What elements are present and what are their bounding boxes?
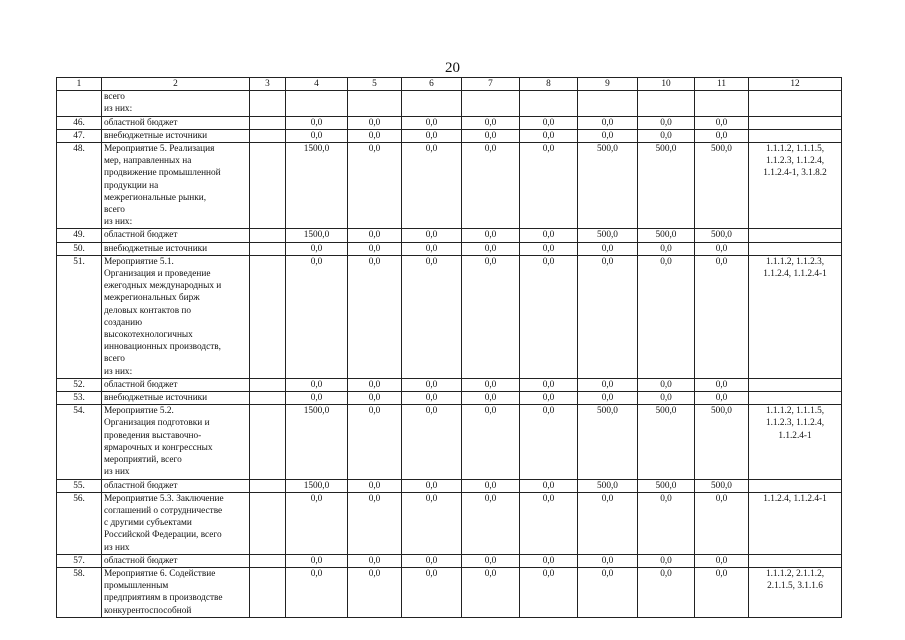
- value-cell: 0,0: [638, 378, 695, 391]
- indicator-codes-cell: [749, 378, 842, 391]
- indicator-codes-cell: 1.1.1.2, 1.1.2.3, 1.1.2.4, 1.1.2.4-1: [749, 255, 842, 378]
- column-3-cell: [250, 129, 286, 142]
- value-cell: 0,0: [695, 554, 749, 567]
- value-cell: 0,0: [286, 242, 348, 255]
- column-header: 9: [578, 78, 638, 91]
- value-cell: 0,0: [578, 492, 638, 554]
- row-name-cell: Мероприятие 5. Реализация мер, направленных на продвижение промышленной продукции на межрегиональные рынки, всего из них:: [102, 143, 250, 229]
- value-cell: 1500,0: [286, 143, 348, 229]
- table-row: [57, 129, 842, 142]
- value-cell: 0,0: [462, 554, 520, 567]
- value-cell: 0,0: [578, 242, 638, 255]
- column-3-cell: [250, 143, 286, 229]
- value-cell: 500,0: [638, 405, 695, 479]
- table-row: [57, 405, 842, 479]
- value-cell: 0,0: [286, 378, 348, 391]
- indicator-codes-cell: [749, 392, 842, 405]
- value-cell: 500,0: [578, 143, 638, 229]
- indicator-codes-cell: [749, 479, 842, 492]
- value-cell: 0,0: [348, 492, 402, 554]
- value-cell: 0,0: [695, 255, 749, 378]
- value-cell: 0,0: [286, 129, 348, 142]
- column-3-cell: [250, 492, 286, 554]
- value-cell: 500,0: [695, 229, 749, 242]
- value-cell: 1500,0: [286, 479, 348, 492]
- row-name-cell: Мероприятие 5.3. Заключение соглашений о сотрудничестве с другими субъектами Российской Федерации, всего из них: [102, 492, 250, 554]
- value-cell: 0,0: [520, 242, 578, 255]
- indicator-codes-cell: [749, 91, 842, 116]
- value-cell: 0,0: [348, 567, 402, 617]
- value-cell: 0,0: [520, 479, 578, 492]
- column-header: 3: [250, 78, 286, 91]
- value-cell: 0,0: [578, 378, 638, 391]
- row-name-cell: областной бюджет: [102, 378, 250, 391]
- indicator-codes-cell: [749, 129, 842, 142]
- column-3-cell: [250, 229, 286, 242]
- value-cell: 0,0: [695, 378, 749, 391]
- value-cell: 0,0: [462, 242, 520, 255]
- table-row: [57, 378, 842, 391]
- value-cell: [402, 91, 462, 116]
- value-cell: 0,0: [348, 554, 402, 567]
- value-cell: 0,0: [638, 392, 695, 405]
- column-header: 11: [695, 78, 749, 91]
- value-cell: 0,0: [638, 492, 695, 554]
- value-cell: 0,0: [520, 378, 578, 391]
- row-name-cell: Мероприятие 5.1. Организация и проведение ежегодных международных и межрегиональных бирж деловых контактов по созданию высокотехнологичных инновационных производств, всего из них:: [102, 255, 250, 378]
- indicator-codes-cell: 1.1.1.2, 1.1.1.5, 1.1.2.3, 1.1.2.4, 1.1.2.4-1: [749, 405, 842, 479]
- value-cell: 0,0: [348, 229, 402, 242]
- value-cell: 0,0: [348, 378, 402, 391]
- value-cell: 0,0: [520, 405, 578, 479]
- indicator-codes-cell: 1.1.1.2, 1.1.1.5, 1.1.2.3, 1.1.2.4, 1.1.2.4-1, 3.1.8.2: [749, 143, 842, 229]
- table-row: [57, 229, 842, 242]
- value-cell: 0,0: [348, 143, 402, 229]
- value-cell: [348, 91, 402, 116]
- column-header: 8: [520, 78, 578, 91]
- row-number-cell: 48.: [57, 143, 102, 229]
- row-number-cell: [57, 91, 102, 116]
- value-cell: 0,0: [402, 255, 462, 378]
- value-cell: 0,0: [402, 492, 462, 554]
- value-cell: 0,0: [402, 242, 462, 255]
- table-body: [57, 78, 842, 618]
- header-row: [57, 78, 842, 91]
- value-cell: 0,0: [402, 405, 462, 479]
- column-header: 4: [286, 78, 348, 91]
- value-cell: 0,0: [462, 229, 520, 242]
- column-3-cell: [250, 554, 286, 567]
- page-number: 20: [445, 60, 460, 76]
- value-cell: 0,0: [402, 554, 462, 567]
- table-row: [57, 255, 842, 378]
- value-cell: 0,0: [348, 129, 402, 142]
- column-3-cell: [250, 91, 286, 116]
- column-3-cell: [250, 242, 286, 255]
- value-cell: 0,0: [520, 143, 578, 229]
- value-cell: 0,0: [638, 129, 695, 142]
- row-number-cell: 50.: [57, 242, 102, 255]
- indicator-codes-cell: [749, 229, 842, 242]
- value-cell: [695, 91, 749, 116]
- column-3-cell: [250, 479, 286, 492]
- row-name-cell: Мероприятие 5.2. Организация подготовки и проведения выставочно- ярмарочных и конгрессных мероприятий, всего из них: [102, 405, 250, 479]
- value-cell: 0,0: [520, 554, 578, 567]
- row-number-cell: 49.: [57, 229, 102, 242]
- column-header: 5: [348, 78, 402, 91]
- value-cell: 500,0: [578, 405, 638, 479]
- table-row: [57, 554, 842, 567]
- row-name-cell: областной бюджет: [102, 554, 250, 567]
- column-3-cell: [250, 567, 286, 617]
- value-cell: 0,0: [348, 405, 402, 479]
- value-cell: [520, 91, 578, 116]
- value-cell: 500,0: [695, 143, 749, 229]
- row-name-cell: областной бюджет: [102, 479, 250, 492]
- column-header: 10: [638, 78, 695, 91]
- value-cell: 0,0: [695, 392, 749, 405]
- value-cell: 0,0: [462, 405, 520, 479]
- value-cell: 0,0: [286, 567, 348, 617]
- row-number-cell: 46.: [57, 116, 102, 129]
- table-row: [57, 91, 842, 116]
- value-cell: 0,0: [402, 479, 462, 492]
- table-row: [57, 392, 842, 405]
- value-cell: 0,0: [462, 479, 520, 492]
- value-cell: 0,0: [638, 255, 695, 378]
- value-cell: 0,0: [348, 479, 402, 492]
- value-cell: 0,0: [348, 116, 402, 129]
- value-cell: 0,0: [520, 492, 578, 554]
- indicator-codes-cell: 1.1.2.4, 1.1.2.4-1: [749, 492, 842, 554]
- value-cell: [462, 91, 520, 116]
- value-cell: [578, 91, 638, 116]
- column-3-cell: [250, 255, 286, 378]
- value-cell: 0,0: [520, 116, 578, 129]
- column-3-cell: [250, 392, 286, 405]
- row-number-cell: 58.: [57, 567, 102, 617]
- row-name-cell: внебюджетные источники: [102, 392, 250, 405]
- row-name-cell: внебюджетные источники: [102, 242, 250, 255]
- indicator-codes-cell: [749, 554, 842, 567]
- value-cell: 0,0: [578, 554, 638, 567]
- indicator-codes-cell: 1.1.1.2, 2.1.1.2, 2.1.1.5, 3.1.1.6: [749, 567, 842, 617]
- value-cell: 0,0: [638, 567, 695, 617]
- table-row: [57, 116, 842, 129]
- indicator-codes-cell: [749, 116, 842, 129]
- row-name-cell: областной бюджет: [102, 229, 250, 242]
- value-cell: 0,0: [462, 143, 520, 229]
- value-cell: 0,0: [520, 229, 578, 242]
- value-cell: 500,0: [695, 479, 749, 492]
- value-cell: 0,0: [695, 492, 749, 554]
- value-cell: 0,0: [638, 554, 695, 567]
- value-cell: 0,0: [520, 129, 578, 142]
- column-header: 7: [462, 78, 520, 91]
- value-cell: 0,0: [402, 392, 462, 405]
- value-cell: 0,0: [520, 255, 578, 378]
- value-cell: 0,0: [402, 567, 462, 617]
- row-number-cell: 57.: [57, 554, 102, 567]
- value-cell: 0,0: [286, 392, 348, 405]
- row-number-cell: 55.: [57, 479, 102, 492]
- value-cell: 0,0: [402, 116, 462, 129]
- value-cell: 0,0: [286, 255, 348, 378]
- value-cell: 0,0: [695, 242, 749, 255]
- value-cell: 500,0: [638, 143, 695, 229]
- value-cell: 0,0: [402, 378, 462, 391]
- table-row: [57, 242, 842, 255]
- value-cell: 0,0: [578, 392, 638, 405]
- value-cell: 0,0: [286, 554, 348, 567]
- value-cell: 0,0: [638, 116, 695, 129]
- row-number-cell: 51.: [57, 255, 102, 378]
- table-row: [57, 567, 842, 617]
- value-cell: 0,0: [348, 242, 402, 255]
- value-cell: 0,0: [462, 129, 520, 142]
- value-cell: 500,0: [695, 405, 749, 479]
- value-cell: [286, 91, 348, 116]
- column-3-cell: [250, 405, 286, 479]
- value-cell: 0,0: [348, 392, 402, 405]
- value-cell: 0,0: [462, 492, 520, 554]
- column-3-cell: [250, 116, 286, 129]
- value-cell: 500,0: [578, 229, 638, 242]
- value-cell: 0,0: [348, 255, 402, 378]
- column-header: 1: [57, 78, 102, 91]
- value-cell: 0,0: [578, 255, 638, 378]
- column-header: 2: [102, 78, 250, 91]
- value-cell: [638, 91, 695, 116]
- value-cell: 0,0: [462, 116, 520, 129]
- row-name-cell: Мероприятие 6. Содействие промышленным предприятиям в производстве конкурентоспособной: [102, 567, 250, 617]
- value-cell: 0,0: [520, 392, 578, 405]
- value-cell: 0,0: [286, 492, 348, 554]
- value-cell: 0,0: [402, 143, 462, 229]
- value-cell: 0,0: [462, 255, 520, 378]
- value-cell: 0,0: [402, 229, 462, 242]
- table-row: [57, 479, 842, 492]
- value-cell: 500,0: [638, 229, 695, 242]
- value-cell: 0,0: [695, 116, 749, 129]
- value-cell: 0,0: [695, 567, 749, 617]
- row-number-cell: 47.: [57, 129, 102, 142]
- row-name-cell: внебюджетные источники: [102, 129, 250, 142]
- indicator-codes-cell: [749, 242, 842, 255]
- row-name-cell: областной бюджет: [102, 116, 250, 129]
- value-cell: 1500,0: [286, 229, 348, 242]
- budget-table: [56, 77, 842, 618]
- table-row: [57, 492, 842, 554]
- value-cell: 0,0: [462, 567, 520, 617]
- column-header: 6: [402, 78, 462, 91]
- row-number-cell: 56.: [57, 492, 102, 554]
- row-number-cell: 54.: [57, 405, 102, 479]
- value-cell: 0,0: [695, 129, 749, 142]
- value-cell: 500,0: [578, 479, 638, 492]
- value-cell: 0,0: [520, 567, 578, 617]
- column-3-cell: [250, 378, 286, 391]
- value-cell: 1500,0: [286, 405, 348, 479]
- value-cell: 0,0: [402, 129, 462, 142]
- value-cell: 0,0: [462, 378, 520, 391]
- value-cell: 0,0: [578, 129, 638, 142]
- column-header: 12: [749, 78, 842, 91]
- row-number-cell: 52.: [57, 378, 102, 391]
- row-number-cell: 53.: [57, 392, 102, 405]
- value-cell: 0,0: [638, 242, 695, 255]
- value-cell: 500,0: [638, 479, 695, 492]
- value-cell: 0,0: [286, 116, 348, 129]
- value-cell: 0,0: [578, 116, 638, 129]
- table-row: [57, 143, 842, 229]
- value-cell: 0,0: [578, 567, 638, 617]
- value-cell: 0,0: [462, 392, 520, 405]
- row-name-cell: всего из них:: [102, 91, 250, 116]
